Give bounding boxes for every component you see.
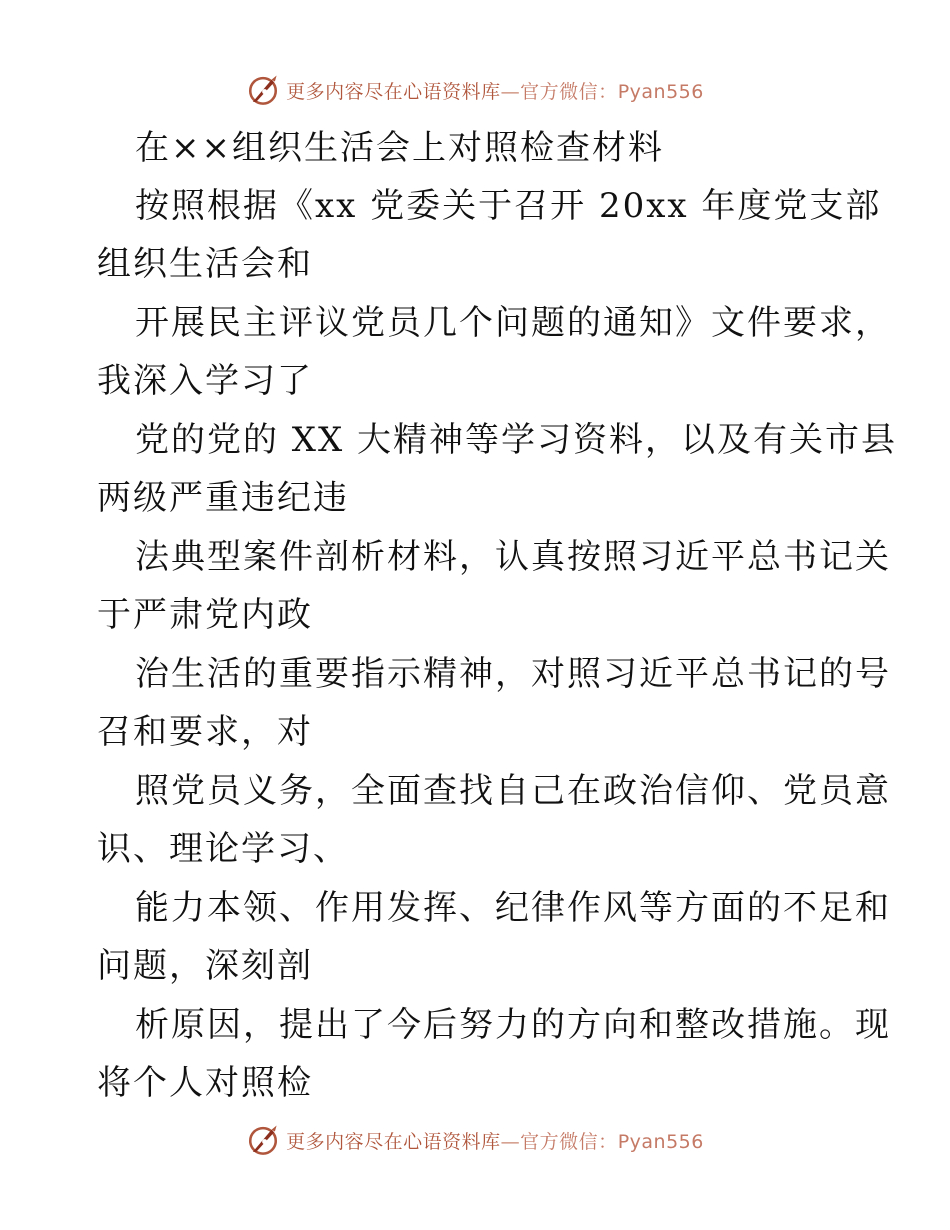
watermark-wechat-id: Pyan556 [617,1130,704,1153]
watermark-text [286,77,704,104]
watermark-wechat-label: 官方微信： [520,80,618,103]
paragraph-line: 照党员义务，全面查找自己在政治信仰、党员意 [135,771,891,811]
footer-watermark [0,1120,950,1160]
header-watermark [0,70,950,110]
paragraph-line: 问题，深刻剖 [97,946,313,986]
paragraph-line: 法典型案件剖析材料，认真按照习近平总书记关 [135,537,891,577]
watermark-main-text: 更多内容尽在心语资料库 [286,1130,501,1153]
watermark-wechat-label: 官方微信： [520,1130,618,1153]
watermark-content [246,73,704,107]
paragraph-line: 于严肃党内政 [97,595,313,635]
watermark-main-text: 更多内容尽在心语资料库 [286,80,501,103]
paragraph-line: 我深入学习了 [97,361,313,401]
paragraph-line: 开展民主评议党员几个问题的通知》文件要求， [135,303,891,343]
paragraph-line: 两级严重违纪违 [97,478,349,518]
watermark-wechat-id: Pyan556 [617,80,704,103]
paragraph-line: 能力本领、作用发挥、纪律作风等方面的不足和 [135,888,891,928]
paragraph-line: 识、理论学习、 [97,829,349,869]
paragraph-line: 治生活的重要指示精神，对照习近平总书记的号 [135,654,891,694]
quill-pen-circle-icon [246,73,280,107]
paragraph-line: 将个人对照检 [97,1063,313,1103]
quill-pen-circle-icon [246,1123,280,1157]
paragraph-line: 析原因，提出了今后努力的方向和整改措施。现 [135,1005,891,1045]
watermark-separator: — [500,1130,521,1153]
paragraph-line: 召和要求，对 [97,712,313,752]
watermark-text [286,1127,704,1154]
paragraph-line: 党的党的 XX 大精神等学习资料，以及有关市县 [135,420,898,460]
paragraph-line: 按照根据《xx 党委关于召开 20xx 年度党支部 [135,186,882,226]
watermark-content [246,1123,704,1157]
document-title: 在××组织生活会上对照检查材料 [135,128,664,168]
paragraph-line: 组织生活会和 [97,244,313,284]
watermark-separator: — [500,80,521,103]
